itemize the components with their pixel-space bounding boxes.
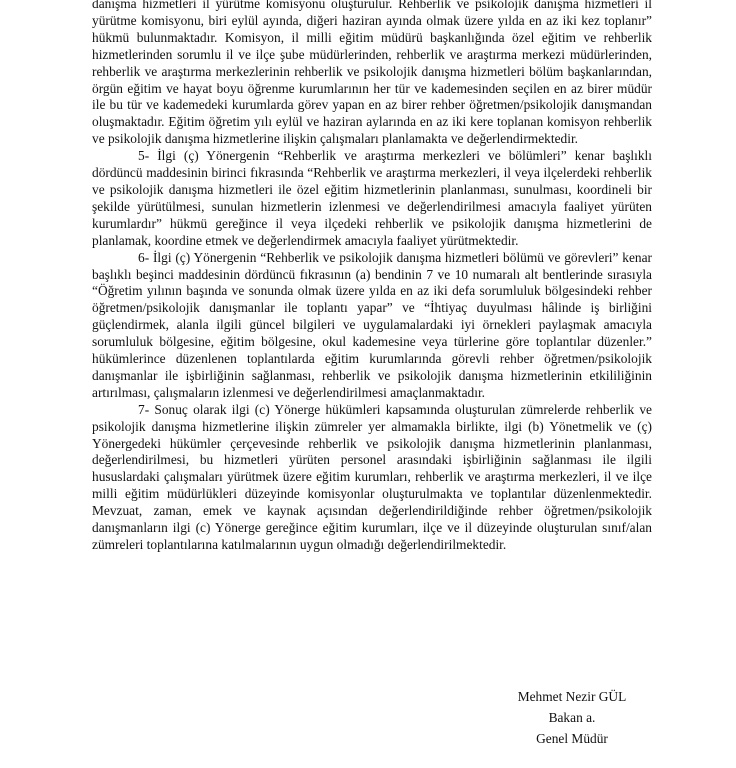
paragraph-7: 7- Sonuç olarak ilgi (c) Yönerge hükümleri kapsamında oluşturulan zümrelerde rehberlik ve psikolojik danışma hizmetlerine ilişkin zümreler yer almamakla birlikte, ilgi (b) Yönetmelik ve (ç) Yönergedeki hükümler çerçevesinde rehberlik ve psikolojik danışma hizmetlerinin planlanması, değerlendirilmesi, bu hizmetleri yürüten personel arasındaki işbirliğinin sağlanması ile ilgili hususlardaki çalışmaları yürütmek üzere eğitim kurumları, rehberlik ve araştırma merkezleri, il ve ilçe milli eğitim müdürlükleri düzeyinde komisyonlar oluşturulmakta ve toplantılar düzenlenmektedir. Mevzuat, zaman, emek ve kaynak açısından değerlendirildiğinde rehber öğretmen/psikolojik danışmanların ilgi (c) Yönerge gereğince eğitim kurumları, ilçe ve il düzeyinde oluşturulan sınıf/alan zümreleri toplantılarına katılmalarının uygun olmadığı değerlendirilmektedir. xyxy=(92,401,652,552)
signature-block xyxy=(492,686,652,749)
signatory-title: Genel Müdür xyxy=(536,731,608,746)
paragraph-6: 6- İlgi (ç) Yönergenin “Rehberlik ve psikolojik danışma hizmetleri bölümü ve görevleri” kenar başlıklı beşinci maddesinin dördüncü fıkrasının (a) bendinin 7 ve 10 numaralı alt bentlerinde sırasıyla “Öğretim yılının başında ve sonunda olmak üzere yılda en az iki defa sorumluluk bölgesindeki rehber öğretmen/psikolojik danışmanlar ile toplantı yapar” ve “İhtiyaç duyulması hâlinde iş birliğini güçlendirmek, alanla ilgili güncel bilgileri ve uygulamalardaki iyi örnekleri paylaşmak amacıyla sorumluluk bölgesine, eğitim bölgesine, okul kademesine veya türlerine göre toplantılar düzenler.” hükümlerince düzenlenen toplantılarda eğitim kurumlarında görevli rehber öğretmen/psikolojik danışmanlar ile işbirliğinin sağlanması, rehberlik ve psikolojik danışma hizmetlerinin etkililiğinin artırılması, çalışmaların izlenmesi ve değerlendirilmesi amaçlanmaktadır. xyxy=(92,249,652,400)
paragraph-5: 5- İlgi (ç) Yönergenin “Rehberlik ve araştırma merkezleri ve bölümleri” kenar başlıklı dördüncü maddesinin birinci fıkrasında “Rehberlik ve araştırma merkezleri, il veya ilçelerdeki rehberlik ve psikolojik danışma hizmetleri ile özel eğitim hizmetlerinin planlanması, sunulması, koordineli bir şekilde yürütülmesi, sunulan hizmetlerin izlenmesi ve değerlendirilmesi amacıyla faaliyet yürüten kurumlardır” hükmü gereğince il veya ilçedeki rehberlik ve psikolojik danışma hizmetlerini de planlamak, koordine etmek ve değerlendirmek amacıyla faaliyet yürütmektedir. xyxy=(92,148,652,248)
paragraph-komisyon: danışma hizmetleri il yürütme komisyonu oluşturulur. Rehberlik ve psikolojik danışma hizmetleri il yürütme komisyonu, biri eylül ayında, diğeri haziran ayında olmak üzere yılda en az iki kez toplanır” hükmü bulunmaktadır. Komisyon, il milli eğitim müdürü başkanlığında özel eğitim ve rehberlik hizmetlerinden sorumlu il ve ilçe şube müdürlerinden, rehberlik ve araştırma merkezi müdürlerinden, rehberlik ve araştırma merkezlerinin rehberlik ve psikolojik danışma hizmetleri bölüm başkanlarından, örgün eğitim ve hayat boyu öğrenme kurumlarının her tür ve kademesinden seçilen en az birer müdür ile bu tür ve kademedeki kurumlarda görev yapan en az birer rehber öğretmen/psikolojik danışmandan oluşmaktadır. Eğitim öğretim yılı eylül ve haziran aylarında en az iki kere toplanan komisyon rehberlik ve psikolojik danışma hizmetlerine ilişkin çalışmaları planlamakta ve değerlendirmektedir. xyxy=(92,0,652,147)
signatory-authority: Bakan a. xyxy=(548,710,596,725)
document-body xyxy=(92,0,652,554)
signatory-name: Mehmet Nezir GÜL xyxy=(517,689,627,704)
